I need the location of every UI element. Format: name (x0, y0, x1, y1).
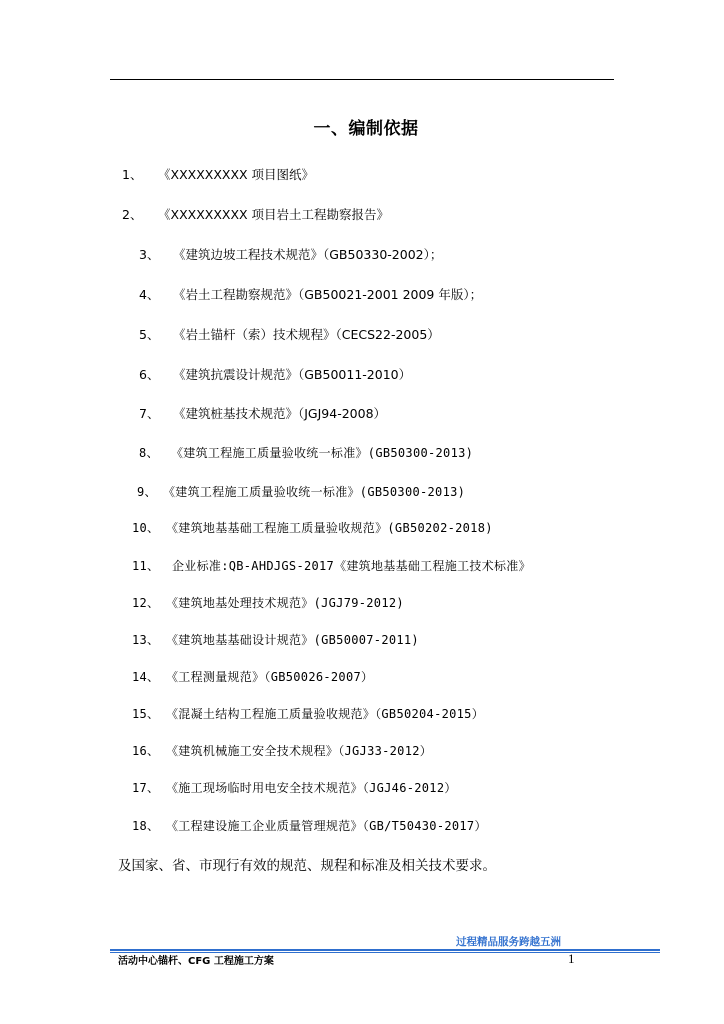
item-text: 《施工现场临时用电安全技术规范》（JGJ46-2012） (166, 781, 457, 795)
item-number: 13、 (132, 633, 160, 647)
list-item (132, 669, 373, 685)
list-item (139, 406, 386, 422)
item-number: 2、 (122, 207, 143, 222)
item-text: 《建筑地基基础设计规范》(GB50007-2011) (166, 633, 419, 647)
item-number: 14、 (132, 670, 160, 684)
item-number: 10、 (132, 521, 160, 535)
item-number: 9、 (137, 485, 157, 499)
item-number: 4、 (139, 287, 160, 302)
item-text: 《岩土工程勘察规范》（GB50021-2001 2009 年版）； (173, 287, 483, 302)
item-text: 《建筑地基基础工程施工质量验收规范》(GB50202-2018) (166, 521, 493, 535)
page-number: 1 (568, 951, 575, 966)
item-number: 1、 (122, 167, 143, 182)
item-text: 《建筑地基处理技术规范》(JGJ79-2012) (166, 596, 404, 610)
item-text: 《混凝土结构工程施工质量验收规范》（GB50204-2015） (166, 707, 484, 721)
list-item (132, 743, 432, 759)
item-number: 6、 (139, 367, 160, 382)
list-item (132, 520, 493, 536)
list-item (139, 367, 411, 383)
list-item (139, 445, 473, 461)
list-item (122, 207, 389, 223)
item-text: 《建筑桩基技术规范》（JGJ94-2008） (173, 406, 387, 421)
item-number: 11、 (132, 559, 160, 573)
list-item (139, 327, 440, 343)
item-number: 7、 (139, 406, 160, 421)
item-number: 15、 (132, 707, 160, 721)
header-rule (110, 79, 614, 80)
closing-paragraph: 及国家、省、市现行有效的规范、规程和标准及相关技术要求。 (118, 858, 496, 874)
item-text: 《岩土锚杆（索）技术规程》（CECS22-2005） (173, 327, 440, 342)
item-number: 3、 (139, 247, 160, 262)
item-number: 17、 (132, 781, 160, 795)
item-text: 《XXXXXXXXX 项目图纸》 (158, 167, 315, 182)
item-number: 12、 (132, 596, 160, 610)
section-heading: 一、编制依据 (313, 119, 419, 139)
item-text: 《建筑边坡工程技术规范》（GB50330-2002）； (173, 247, 443, 262)
list-item (122, 167, 314, 183)
item-number: 8、 (139, 446, 159, 460)
item-text: 《建筑机械施工安全技术规程》（JGJ33-2012） (166, 744, 433, 758)
footer-slogan: 过程精品服务跨越五洲 (456, 936, 561, 948)
item-number: 16、 (132, 744, 160, 758)
item-text: 《建筑抗震设计规范》（GB50011-2010） (173, 367, 412, 382)
item-text: 《建筑工程施工质量验收统一标准》(GB50300-2013) (171, 446, 474, 460)
list-item (132, 818, 487, 834)
item-text: 《建筑工程施工质量验收统一标准》(GB50300-2013) (163, 485, 466, 499)
list-item (132, 595, 404, 611)
footer-document-title: 活动中心锚杆、CFG 工程施工方案 (118, 956, 274, 967)
item-text: 《XXXXXXXXX 项目岩土工程勘察报告》 (158, 207, 390, 222)
list-item (139, 247, 442, 263)
list-item (132, 632, 419, 648)
item-text: 《工程测量规范》（GB50026-2007） (166, 670, 374, 684)
list-item (132, 706, 484, 722)
footer-rule (110, 949, 660, 951)
item-number: 5、 (139, 327, 160, 342)
item-text: 《工程建设施工企业质量管理规范》（GB/T50430-2017） (166, 819, 487, 833)
list-item (137, 484, 465, 500)
item-number: 18、 (132, 819, 160, 833)
list-item (139, 287, 482, 303)
item-text: 企业标准:QB-AHDJGS-2017《建筑地基基础工程施工技术标准》 (172, 559, 531, 573)
list-item (132, 780, 457, 796)
list-item (132, 558, 531, 574)
